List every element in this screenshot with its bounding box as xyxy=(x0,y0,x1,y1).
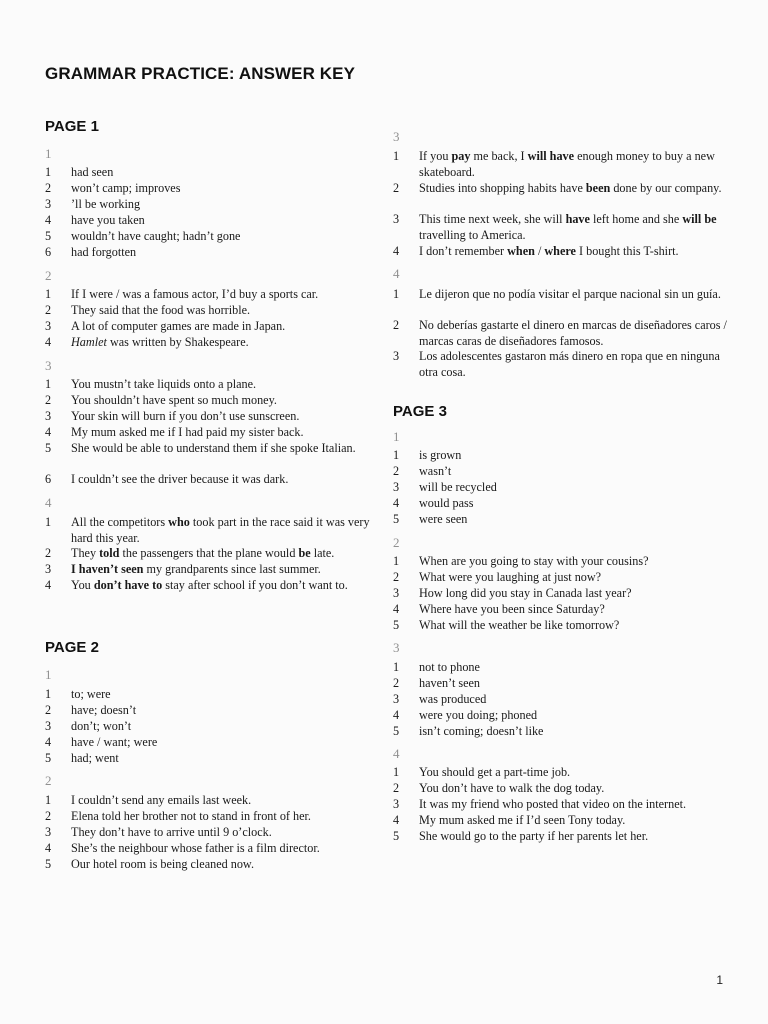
answer-number: 5 xyxy=(393,829,400,843)
answer-number: 4 xyxy=(393,496,400,510)
answer-item xyxy=(393,676,480,692)
answer-item xyxy=(393,570,601,586)
answer-item xyxy=(393,781,604,797)
answer-number: 4 xyxy=(45,735,52,749)
answer-number: 1 xyxy=(45,287,52,301)
answer-number: 4 xyxy=(45,841,52,855)
answer-number: 4 xyxy=(393,244,400,258)
answer-number: 2 xyxy=(45,303,52,317)
answer-number: 2 xyxy=(393,318,400,332)
answer-text: had forgotten xyxy=(71,245,137,259)
answer-item xyxy=(45,319,285,335)
answer-item xyxy=(45,213,145,229)
answer-number: 1 xyxy=(45,165,52,179)
answer-item xyxy=(45,735,157,751)
answer-number: 5 xyxy=(393,618,400,632)
answer-item xyxy=(393,554,649,570)
answer-item xyxy=(393,480,497,496)
answer-item xyxy=(45,425,304,441)
answer-item xyxy=(45,181,180,197)
answer-text: If you pay me back, I will have enough money to buy a new skateboard. xyxy=(419,149,715,179)
answer-number: 3 xyxy=(45,562,52,576)
answer-item xyxy=(45,393,277,409)
page-heading: PAGE 3 xyxy=(393,403,447,420)
answer-text: My mum asked me if I’d seen Tony today. xyxy=(419,813,626,827)
answer-number: 4 xyxy=(45,335,52,349)
answer-text: No deberías gastarte el dinero en marcas de diseñadores caros / marcas caras de diseñadores famosos. xyxy=(419,318,727,348)
answer-text: have / want; were xyxy=(71,735,158,749)
answer-number: 1 xyxy=(45,793,52,807)
answer-item xyxy=(45,809,311,825)
answer-text: don’t; won’t xyxy=(71,719,132,733)
answer-item xyxy=(393,797,686,813)
answer-item xyxy=(393,765,570,781)
answer-item xyxy=(393,244,679,260)
answer-item xyxy=(393,212,733,244)
answer-item xyxy=(45,165,113,181)
answer-text: A lot of computer games are made in Japan. xyxy=(71,319,286,333)
answer-text: When are you going to stay with your cousins? xyxy=(419,554,649,568)
exercise-number: 4 xyxy=(393,746,400,761)
answer-text: They don’t have to arrive until 9 o’clock. xyxy=(71,825,272,839)
page-number: 1 xyxy=(716,973,723,987)
answer-number: 6 xyxy=(45,472,52,486)
answer-text: This time next week, she will have left home and she will be travelling to America. xyxy=(419,212,717,242)
answer-number: 3 xyxy=(393,212,400,226)
answer-text: They told the passengers that the plane would be late. xyxy=(71,546,335,560)
answer-number: 5 xyxy=(45,751,52,765)
answer-text: isn’t coming; doesn’t like xyxy=(419,724,544,738)
answer-text: have; doesn’t xyxy=(71,703,137,717)
answer-item xyxy=(393,602,605,618)
answer-item xyxy=(393,287,721,303)
answer-item xyxy=(45,335,249,351)
answer-number: 2 xyxy=(45,809,52,823)
answer-number: 2 xyxy=(45,546,52,560)
answer-item xyxy=(45,562,321,578)
answer-item xyxy=(393,813,625,829)
exercise-number: 1 xyxy=(393,429,400,444)
answer-text: Studies into shopping habits have been done by our company. xyxy=(419,181,722,195)
exercise-number: 4 xyxy=(393,266,400,281)
answer-item xyxy=(393,829,648,845)
document-title: GRAMMAR PRACTICE: ANSWER KEY xyxy=(45,64,356,83)
answer-item xyxy=(393,512,467,528)
answer-number: 1 xyxy=(393,660,400,674)
answer-number: 1 xyxy=(393,149,400,163)
answer-number: 2 xyxy=(393,464,400,478)
answer-item xyxy=(45,245,136,261)
answer-number: 1 xyxy=(45,515,52,529)
answer-item xyxy=(393,660,480,676)
answer-text: You don’t have to walk the dog today. xyxy=(419,781,605,795)
answer-number: 4 xyxy=(45,213,52,227)
answer-text: were seen xyxy=(419,512,468,526)
answer-item xyxy=(45,751,119,767)
answer-item xyxy=(393,708,537,724)
answer-item xyxy=(45,377,256,393)
answer-item xyxy=(45,841,320,857)
answer-text: How long did you stay in Canada last year? xyxy=(419,586,632,600)
answer-text: If I were / was a famous actor, I’d buy a sports car. xyxy=(71,287,319,301)
answer-number: 2 xyxy=(45,703,52,717)
answer-item xyxy=(45,303,250,319)
answer-number: 5 xyxy=(45,441,52,455)
answer-number: 4 xyxy=(393,813,400,827)
answer-text: She’s the neighbour whose father is a film director. xyxy=(71,841,320,855)
answer-text: You mustn’t take liquids onto a plane. xyxy=(71,377,257,391)
answer-number: 2 xyxy=(393,181,400,195)
answer-text: She would go to the party if her parents let her. xyxy=(419,829,649,843)
answer-text: It was my friend who posted that video on the internet. xyxy=(419,797,687,811)
answer-item xyxy=(45,515,375,547)
answer-number: 4 xyxy=(45,425,52,439)
answer-number: 1 xyxy=(393,287,400,301)
answer-number: 3 xyxy=(45,409,52,423)
exercise-number: 1 xyxy=(45,667,52,682)
answer-number: 3 xyxy=(393,586,400,600)
answer-text: is grown xyxy=(419,448,462,462)
answer-text: I couldn’t send any emails last week. xyxy=(71,793,252,807)
answer-number: 2 xyxy=(45,181,52,195)
answer-text: Le dijeron que no podía visitar el parque nacional sin un guía. xyxy=(419,287,721,301)
answer-text: What will the weather be like tomorrow? xyxy=(419,618,620,632)
answer-text: You don’t have to stay after school if you don’t want to. xyxy=(71,578,348,592)
answer-item xyxy=(45,197,140,213)
answer-number: 6 xyxy=(45,245,52,259)
answer-item xyxy=(45,229,240,245)
exercise-number: 2 xyxy=(45,773,52,788)
answer-text: Elena told her brother not to stand in front of her. xyxy=(71,809,311,823)
answer-number: 3 xyxy=(393,797,400,811)
answer-item xyxy=(393,724,543,740)
answer-number: 4 xyxy=(45,578,52,592)
page-heading: PAGE 2 xyxy=(45,639,99,656)
answer-text: I haven’t seen my grandparents since last summer. xyxy=(71,562,321,576)
answer-text: What were you laughing at just now? xyxy=(419,570,602,584)
answer-item xyxy=(393,149,733,181)
answer-item xyxy=(45,825,272,841)
answer-number: 3 xyxy=(45,825,52,839)
answer-item xyxy=(45,719,131,735)
exercise-number: 4 xyxy=(45,495,52,510)
answer-item xyxy=(45,687,111,703)
answer-number: 2 xyxy=(393,676,400,690)
answer-item xyxy=(393,349,733,381)
answer-text: You should get a part-time job. xyxy=(419,765,571,779)
answer-number: 3 xyxy=(45,319,52,333)
answer-number: 2 xyxy=(45,393,52,407)
answer-number: 5 xyxy=(45,857,52,871)
answer-text: You shouldn’t have spent so much money. xyxy=(71,393,277,407)
exercise-number: 1 xyxy=(45,146,52,161)
answer-number: 5 xyxy=(393,512,400,526)
answer-item xyxy=(393,448,461,464)
exercise-number: 2 xyxy=(45,268,52,283)
answer-text: Your skin will burn if you don’t use sunscreen. xyxy=(71,409,300,423)
answer-item xyxy=(45,441,356,457)
answer-text: Los adolescentes gastaron más dinero en ropa que en ninguna otra cosa. xyxy=(419,349,720,379)
answer-text: I couldn’t see the driver because it was dark. xyxy=(71,472,289,486)
answer-item xyxy=(45,793,251,809)
answer-item xyxy=(393,618,619,634)
answer-item xyxy=(45,703,136,719)
answer-number: 1 xyxy=(393,448,400,462)
answer-text: have you taken xyxy=(71,213,145,227)
answer-item xyxy=(45,287,318,303)
answer-number: 4 xyxy=(393,708,400,722)
answer-number: 2 xyxy=(393,570,400,584)
answer-number: 3 xyxy=(45,719,52,733)
answer-number: 1 xyxy=(393,554,400,568)
answer-text: were you doing; phoned xyxy=(419,708,538,722)
answer-text: will be recycled xyxy=(419,480,497,494)
answer-text: haven’t seen xyxy=(419,676,481,690)
answer-text: would pass xyxy=(419,496,474,510)
answer-item xyxy=(393,181,722,197)
answer-text: I don’t remember when / where I bought this T-shirt. xyxy=(419,244,679,258)
answer-text: not to phone xyxy=(419,660,480,674)
answer-number: 1 xyxy=(45,377,52,391)
answer-text: had seen xyxy=(71,165,114,179)
answer-text: She would be able to understand them if she spoke Italian. xyxy=(71,441,356,455)
answer-text: They said that the food was horrible. xyxy=(71,303,251,317)
answer-number: 1 xyxy=(393,765,400,779)
answer-item xyxy=(393,586,632,602)
answer-text: wouldn’t have caught; hadn’t gone xyxy=(71,229,241,243)
answer-item xyxy=(393,496,474,512)
exercise-number: 3 xyxy=(393,640,400,655)
answer-number: 5 xyxy=(393,724,400,738)
answer-item xyxy=(393,318,733,350)
answer-item xyxy=(45,409,299,425)
answer-item xyxy=(45,857,254,873)
answer-number: 1 xyxy=(45,687,52,701)
answer-number: 3 xyxy=(393,480,400,494)
answer-item xyxy=(393,464,451,480)
answer-item xyxy=(45,472,288,488)
answer-item xyxy=(45,546,334,562)
answer-text: All the competitors who took part in the race said it was very hard this year. xyxy=(71,515,370,545)
answer-number: 3 xyxy=(393,692,400,706)
answer-item xyxy=(393,692,486,708)
answer-text: was produced xyxy=(419,692,487,706)
answer-text: had; went xyxy=(71,751,119,765)
answer-text: won’t camp; improves xyxy=(71,181,181,195)
answer-number: 3 xyxy=(393,349,400,363)
answer-text: Our hotel room is being cleaned now. xyxy=(71,857,254,871)
answer-text: ’ll be working xyxy=(71,197,141,211)
answer-text: wasn’t xyxy=(419,464,452,478)
answer-number: 4 xyxy=(393,602,400,616)
answer-number: 5 xyxy=(45,229,52,243)
exercise-number: 3 xyxy=(45,358,52,373)
answer-text: Hamlet was written by Shakespeare. xyxy=(71,335,249,349)
answer-number: 2 xyxy=(393,781,400,795)
answer-text: My mum asked me if I had paid my sister back. xyxy=(71,425,304,439)
answer-text: Where have you been since Saturday? xyxy=(419,602,605,616)
exercise-number: 2 xyxy=(393,535,400,550)
answer-text: to; were xyxy=(71,687,111,701)
exercise-number: 3 xyxy=(393,129,400,144)
answer-item xyxy=(45,578,348,594)
answer-number: 3 xyxy=(45,197,52,211)
page-heading: PAGE 1 xyxy=(45,118,99,135)
